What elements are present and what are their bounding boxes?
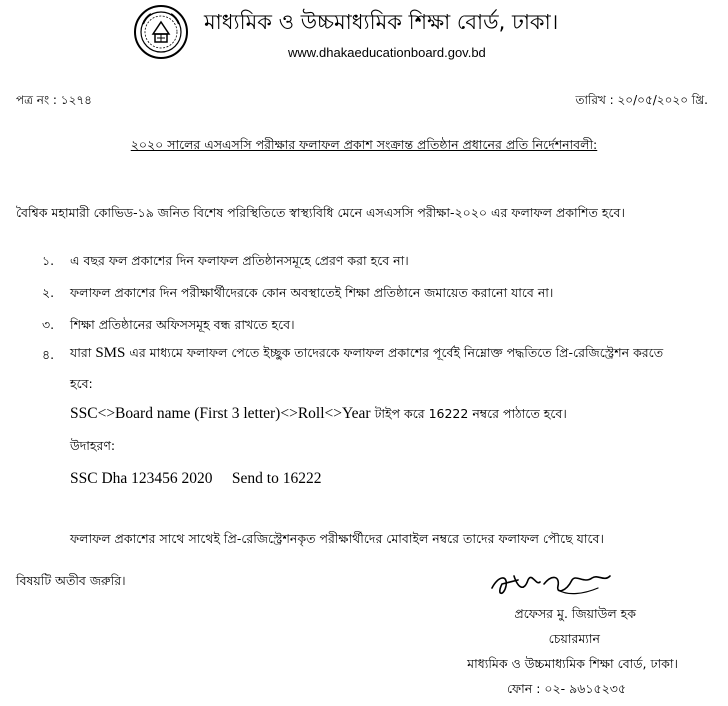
closing-paragraph: ফলাফল প্রকাশের সাথে সাথেই প্রি-রেজিস্ট্রেশনকৃত পরীক্ষার্থীদের মোবাইল নম্বরে তাদের ফলাফল পৌছে যাবে। [70,531,604,546]
urgent-note: বিষয়টি অতীব জরুরি। [16,573,126,588]
list-item-text-a: যারা [70,345,92,360]
list-item-number: ৩. [42,317,55,332]
subject-text: ২০২০ সালের এসএসসি পরীক্ষার ফলাফল প্রকাশ সংক্রান্ত প্রতিষ্ঠান প্রধানের প্রতি নির্দেশনাবলী: [130,137,598,152]
memo-date: তারিখ : ২০/০৫/২০২০ খ্রি. [575,93,708,107]
list-item-text: ফলাফল প্রকাশের দিন পরীক্ষার্থীদেরকে কোন অবস্থাতেই শিক্ষা প্রতিষ্ঠানে জমায়েত করানো যাবে না। [70,285,554,300]
sms-format-instruction: টাইপ করে 16222 নম্বরে পাঠাতে হবে। [374,406,567,421]
signatory-title: চেয়ারম্যান [548,631,600,646]
subject-heading [0,137,728,157]
board-seal-logo [133,4,189,60]
list-item-number: ২. [42,285,55,300]
list-item-continuation: হবে: [70,376,93,391]
sms-format-pattern: SSC<>Board name (First 3 letter)<>Roll<>Year [70,405,371,422]
signatory-org: মাধ্যমিক ও উচ্চমাধ্যমিক শিক্ষা বোর্ড, ঢাকা। [467,656,678,671]
list-item-number: ৪. [42,347,55,362]
list-item-number: ১. [42,253,55,268]
memo-number: পত্র নং : ১২৭৪ [16,93,92,107]
list-item-text: শিক্ষা প্রতিষ্ঠানের অফিসসমূহ বন্ধ রাখতে হবে। [70,317,295,332]
intro-paragraph: বৈশ্বিক মহামারী কোভিড-১৯ জনিত বিশেষ পরিস্থিতিতে স্বাস্থ্যবিধি মেনে এসএসসি পরীক্ষা-২০২০ এর ফলাফল প্রকাশিত হবে। [16,205,625,220]
list-item-text-b: এর মাধ্যমে ফলাফল পেতে ইচ্ছুক তাদেরকে ফলাফল প্রকাশের পূর্বেই নিম্নোক্ত পদ্ধতিতে প্রি-রেজিস্ট্রেশন করতে [129,345,664,360]
list-item-text: এ বছর ফল প্রকাশের দিন ফলাফল প্রতিষ্ঠানসমূহে প্রেরণ করা হবে না। [70,253,409,268]
signatory-name: প্রফেসর মু. জিয়াউল হক [514,606,636,621]
list-item-text [70,345,663,365]
example-label: উদাহরণ: [70,438,116,453]
sms-keyword: SMS [95,345,126,361]
signatory-phone: ফোন : ০২- ৯৬১৫২৩৫ [506,681,626,696]
website-link[interactable]: www.dhakaeducationboard.gov.bd [288,45,486,60]
board-title: মাধ্যমিক ও উচ্চমাধ্যমিক শিক্ষা বোর্ড, ঢাকা। [204,10,559,34]
example-text: SSC Dha 123456 2020 Send to 16222 [70,470,322,487]
sms-format-line [70,405,567,426]
handwritten-signature [488,566,620,606]
